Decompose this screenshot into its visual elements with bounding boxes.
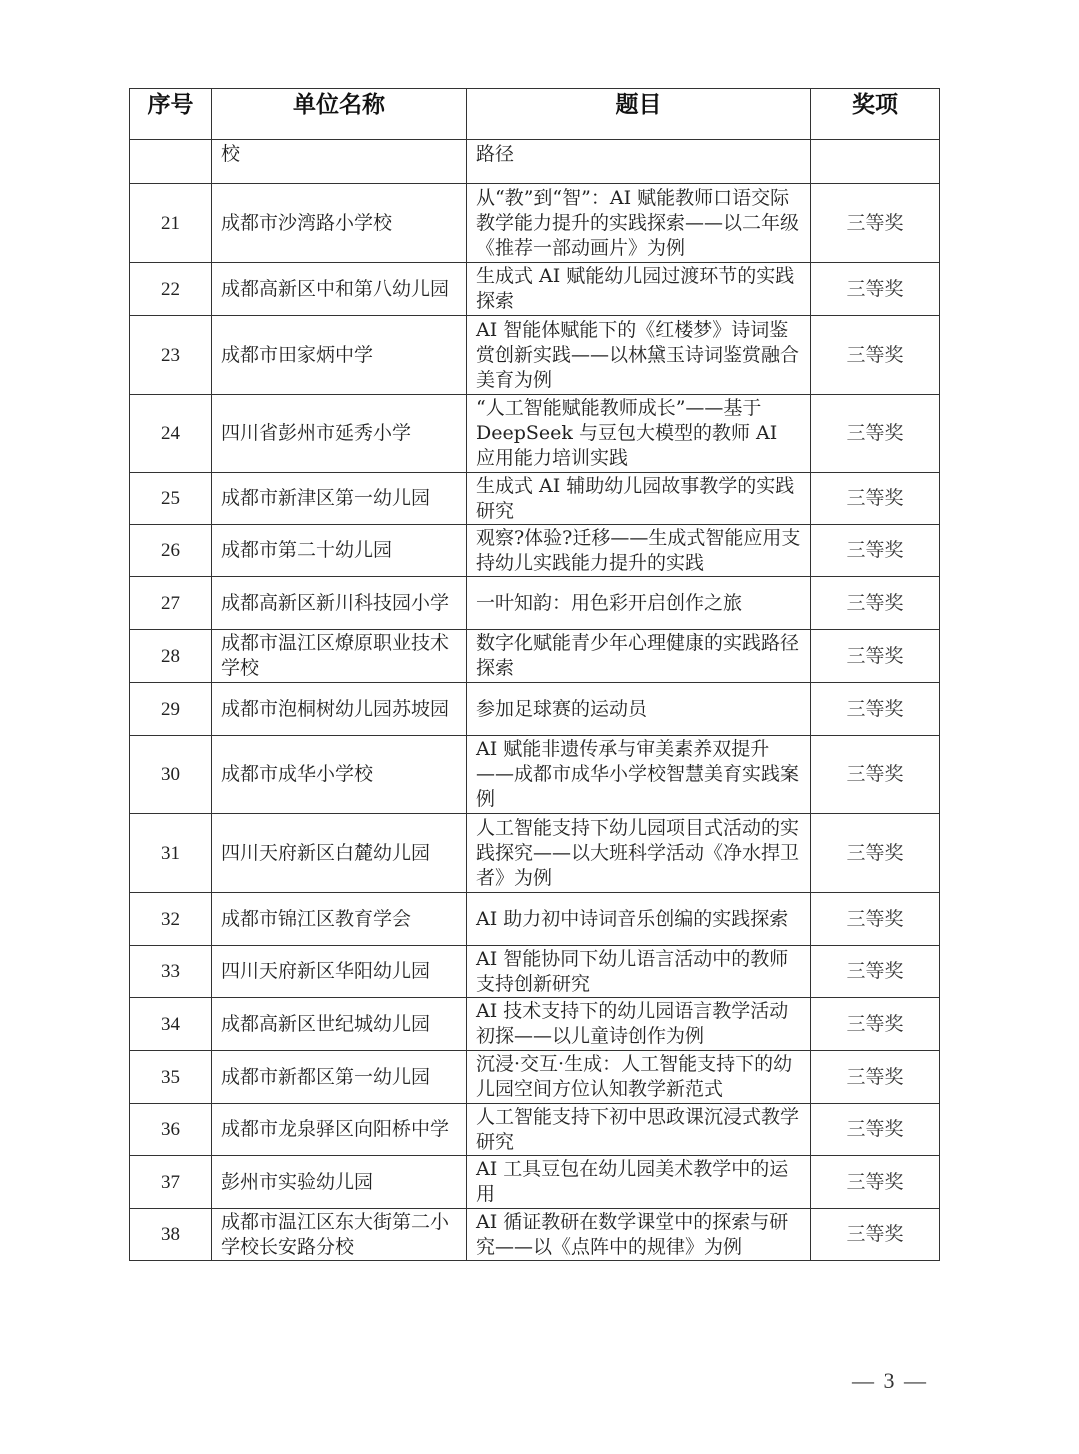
cell-title: AI 循证教研在数学课堂中的探索与研究——以《点阵中的规律》为例 (467, 1209, 811, 1261)
table-row (130, 263, 940, 316)
page-number: — 3 — (852, 1368, 928, 1393)
cell-unit: 成都市泡桐树幼儿园苏坡园 (212, 683, 467, 736)
cell-num: 25 (130, 473, 212, 525)
cell-unit: 成都市田家炳中学 (212, 316, 467, 395)
cell-num: 37 (130, 1156, 212, 1209)
cell-title: 路径 (467, 140, 811, 184)
table-row (130, 1051, 940, 1104)
cell-unit: 成都市沙湾路小学校 (212, 184, 467, 263)
cell-num: 38 (130, 1209, 212, 1261)
cell-unit: 成都市锦江区教育学会 (212, 893, 467, 946)
cell-award: 三等奖 (811, 814, 940, 893)
header-num: 序号 (130, 89, 212, 140)
header-unit: 单位名称 (212, 89, 467, 140)
cell-unit: 校 (212, 140, 467, 184)
cell-award: 三等奖 (811, 893, 940, 946)
cell-unit: 成都市第二十幼儿园 (212, 525, 467, 577)
cell-title: 数字化赋能青少年心理健康的实践路径探索 (467, 630, 811, 683)
cell-unit: 成都市龙泉驿区向阳桥中学 (212, 1104, 467, 1156)
cell-title: “人工智能赋能教师成长”——基于 DeepSeek 与豆包大模型的教师 AI 应用能力培训实践 (467, 395, 811, 473)
cell-award: 三等奖 (811, 1104, 940, 1156)
cell-award: 三等奖 (811, 577, 940, 630)
cell-award: 三等奖 (811, 1209, 940, 1261)
table-row (130, 946, 940, 998)
cell-unit: 成都市温江区东大街第二小学校长安路分校 (212, 1209, 467, 1261)
cell-num: 24 (130, 395, 212, 473)
cell-award: 三等奖 (811, 998, 940, 1051)
cell-num: 32 (130, 893, 212, 946)
cell-award: 三等奖 (811, 316, 940, 395)
cell-title: AI 技术支持下的幼儿园语言教学活动初探——以儿童诗创作为例 (467, 998, 811, 1051)
table-row (130, 184, 940, 263)
table-row (130, 683, 940, 736)
cell-num: 21 (130, 184, 212, 263)
table-row (130, 1104, 940, 1156)
cell-num: 31 (130, 814, 212, 893)
cell-title: AI 赋能非遗传承与审美素养双提升——成都市成华小学校智慧美育实践案例 (467, 736, 811, 814)
cell-num: 30 (130, 736, 212, 814)
cell-num (130, 140, 212, 184)
cell-award: 三等奖 (811, 630, 940, 683)
table-row (130, 577, 940, 630)
header-title: 题目 (467, 89, 811, 140)
cell-unit: 成都市新都区第一幼儿园 (212, 1051, 467, 1104)
cell-title: 生成式 AI 赋能幼儿园过渡环节的实践探索 (467, 263, 811, 316)
cell-award: 三等奖 (811, 184, 940, 263)
cell-unit: 成都高新区中和第八幼儿园 (212, 263, 467, 316)
cell-num: 34 (130, 998, 212, 1051)
cell-unit: 成都市新津区第一幼儿园 (212, 473, 467, 525)
cell-unit: 四川省彭州市延秀小学 (212, 395, 467, 473)
cell-award: 三等奖 (811, 683, 940, 736)
cell-num: 35 (130, 1051, 212, 1104)
cell-title: 一叶知韵：用色彩开启创作之旅 (467, 577, 811, 630)
cell-title: 沉浸·交互·生成：人工智能支持下的幼儿园空间方位认知教学新范式 (467, 1051, 811, 1104)
cell-unit: 成都高新区新川科技园小学 (212, 577, 467, 630)
cell-unit: 彭州市实验幼儿园 (212, 1156, 467, 1209)
table-row (130, 630, 940, 683)
cell-award: 三等奖 (811, 525, 940, 577)
cell-num: 27 (130, 577, 212, 630)
table-row (130, 395, 940, 473)
cell-award: 三等奖 (811, 946, 940, 998)
cell-title: AI 助力初中诗词音乐创编的实践探索 (467, 893, 811, 946)
cell-title: AI 智能协同下幼儿语言活动中的教师支持创新研究 (467, 946, 811, 998)
cell-title: AI 智能体赋能下的《红楼梦》诗词鉴赏创新实践——以林黛玉诗词鉴赏融合美育为例 (467, 316, 811, 395)
cell-award: 三等奖 (811, 736, 940, 814)
cell-award: 三等奖 (811, 473, 940, 525)
cell-title: 参加足球赛的运动员 (467, 683, 811, 736)
table-row (130, 998, 940, 1051)
table-row (130, 525, 940, 577)
cell-award: 三等奖 (811, 1051, 940, 1104)
table-row (130, 316, 940, 395)
cell-num: 36 (130, 1104, 212, 1156)
table-row (130, 814, 940, 893)
table-row (130, 1156, 940, 1209)
cell-title: 人工智能支持下幼儿园项目式活动的实践探究——以大班科学活动《净水捍卫者》为例 (467, 814, 811, 893)
cell-num: 26 (130, 525, 212, 577)
cell-unit: 成都高新区世纪城幼儿园 (212, 998, 467, 1051)
table-row (130, 473, 940, 525)
cell-award: 三等奖 (811, 395, 940, 473)
cell-title: 人工智能支持下初中思政课沉浸式教学研究 (467, 1104, 811, 1156)
table-row (130, 736, 940, 814)
cell-num: 29 (130, 683, 212, 736)
cell-award: 三等奖 (811, 1156, 940, 1209)
continuation-row (130, 140, 940, 184)
awards-table (129, 88, 940, 1261)
cell-award: 三等奖 (811, 263, 940, 316)
cell-title: 观察?体验?迁移——生成式智能应用支持幼儿实践能力提升的实践 (467, 525, 811, 577)
cell-unit: 四川天府新区华阳幼儿园 (212, 946, 467, 998)
cell-unit: 成都市成华小学校 (212, 736, 467, 814)
table-row (130, 1209, 940, 1261)
cell-award (811, 140, 940, 184)
cell-title: AI 工具豆包在幼儿园美术教学中的运用 (467, 1156, 811, 1209)
header-award: 奖项 (811, 89, 940, 140)
cell-title: 从“教”到“智”：AI 赋能教师口语交际教学能力提升的实践探索——以二年级《推荐一部动画片》为例 (467, 184, 811, 263)
cell-num: 33 (130, 946, 212, 998)
header-row (130, 89, 940, 140)
cell-unit: 四川天府新区白麓幼儿园 (212, 814, 467, 893)
cell-unit: 成都市温江区燎原职业技术学校 (212, 630, 467, 683)
cell-title: 生成式 AI 辅助幼儿园故事教学的实践研究 (467, 473, 811, 525)
cell-num: 23 (130, 316, 212, 395)
table-row (130, 893, 940, 946)
cell-num: 28 (130, 630, 212, 683)
cell-num: 22 (130, 263, 212, 316)
